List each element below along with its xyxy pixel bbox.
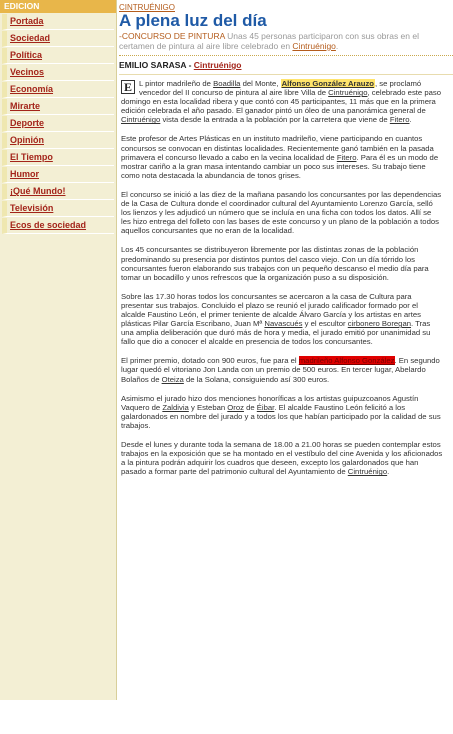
- nav-item-politica[interactable]: Política: [2, 48, 114, 64]
- byline-author: EMILIO SARASA: [119, 60, 187, 70]
- p2-text-c: a la gran masa intentando cambiar un poco sus intereses. Su trabajo tiene como nota destacada la abundancia de tonos grises.: [121, 161, 426, 180]
- p7-text-c: de: [243, 402, 257, 412]
- subtitle-text: Unas 45 personas participaron con sus obras en el certamen de pintura al aire libre celebrado en: [119, 31, 419, 51]
- p6-text-b: . En segundo lugar quedó el vitoriano Jon Landa con un premio de 500 euros. En tercer lugar, Abelardo Bolaños de: [121, 356, 440, 384]
- breadcrumb[interactable]: CINTRUÉNIGO: [119, 3, 175, 12]
- divider: [119, 55, 453, 56]
- byline-city-link[interactable]: Cintruénigo: [193, 60, 242, 70]
- nav-item-humor[interactable]: Humor: [2, 167, 114, 183]
- nav-item-que-mundo[interactable]: ¡Qué Mundo!: [2, 184, 114, 200]
- p5-text-b: y el escultor: [302, 319, 348, 329]
- p1-text-a: L pintor madrileño de: [139, 79, 214, 88]
- p2-text-b: . Para él es un modo de mostrar: [121, 152, 439, 171]
- p1-text-b: del Monte,: [240, 79, 281, 88]
- paragraph-3: El concurso se inició a las diez de la mañana pasando los concursantes por las dependencias de la Casa de Cultura donde el coordinador cultural del Ayuntamiento Lorenzo García, selló los lienzos y les adjudicó un número que se incluía en una ficha con todos los datos. Allí se les hizo entrega del folleto con las bases de este concurso y un plano de la población a todos aquellos concursantes que no eran de la localidad.: [121, 189, 442, 236]
- link-cintruenigo-2[interactable]: Cintruénigo: [121, 115, 161, 125]
- paragraph-4: Los 45 concursantes se distribuyeron libremente por las distintas zonas de la población predominando su presencia por distintos puntos del casco viejo. Con un día tórrido los concursantes fueron elaborando sus trabajos con un pequeño descanso el medio día para tomar un bocadillo y unos refrescos que la organización puso a su disposición.: [121, 245, 429, 282]
- paragraph-5: [121, 292, 443, 347]
- sidebar-header: EDICION: [0, 0, 116, 13]
- article-body: [119, 74, 453, 734]
- paragraph-8: [121, 440, 443, 476]
- p7-text-b: y Esteban: [188, 402, 228, 412]
- nav-item-vecinos[interactable]: Vecinos: [2, 65, 114, 81]
- nav-item-sociedad[interactable]: Sociedad: [2, 31, 114, 47]
- highlight-winner-name[interactable]: Alfonso González Arauzo: [281, 79, 375, 88]
- paragraph-7: [121, 394, 443, 430]
- nav-item-ecos-de-sociedad[interactable]: Ecos de sociedad: [2, 218, 114, 234]
- subtitle-tag: -CONCURSO DE PINTURA: [119, 31, 225, 41]
- nav-item-opinion[interactable]: Opinión: [2, 133, 114, 149]
- link-eibar[interactable]: Éibar: [256, 402, 275, 412]
- article-title: A plena luz del día: [119, 11, 267, 30]
- p6-text-a: El primer premio, dotado con 900 euros, fue para el: [121, 356, 299, 366]
- p1-text-e: vista desde la entrada a la población por la carretera que viene de: [160, 115, 390, 125]
- p2-carino: cariño: [149, 161, 171, 171]
- p7-text-d: . El alcalde Faustino León felicitó a los galardonados en nombre del jurado y a todos los que habían participado por la calidad de sus trabajos.: [121, 402, 441, 430]
- p8-text-a: Desde el lunes y durante toda la semana de 18.00 a 21.00 horas se pueden contemplar estos trabajos en la exposición que se ha montado en el vestíbulo del cine Avenida y los aficionados a la pintura podrán adquirir los cuadros que deseen, excepto los galardonados que han pasado a formar parte del patrimonio cultural del Ayuntamiento de: [121, 440, 443, 477]
- p8-text-b: .: [387, 467, 390, 477]
- link-boadilla[interactable]: Boadilla: [213, 79, 241, 88]
- paragraph-6: [121, 356, 443, 383]
- nav-item-portada[interactable]: Portada: [2, 14, 114, 30]
- subtitle-link[interactable]: Cintruénigo: [292, 41, 336, 51]
- link-navascues[interactable]: Navascués: [264, 319, 303, 329]
- link-cintruenigo[interactable]: Cintruénigo: [328, 88, 368, 98]
- link-cintruenigo-3[interactable]: Cintruénigo: [347, 467, 388, 477]
- p1-text-d: , celebrado este paso domingo en esta localidad ribera y que contó con 45 participantes, 11 más que en la primera edición celebrada el año pasado. El ganador pintó un óleo de una panorámica general de: [121, 88, 442, 116]
- paragraph-1: [121, 79, 443, 124]
- subtitle-end: .: [335, 41, 339, 51]
- paragraph-2: [121, 134, 443, 179]
- link-fitero[interactable]: Fitero: [389, 115, 410, 125]
- byline-separator: -: [186, 60, 194, 70]
- p1-text-f: .: [409, 115, 412, 125]
- p2-text-a: Este profesor de Artes Plásticas en un instituto madrileño, viene participando en cuantos concursos se convocan en distintas localidades. Recientemente ganó también en la pasada primavera el concurso llevado a cabo en la vecina localidad de: [121, 134, 434, 162]
- article-area: [117, 0, 453, 700]
- article-subtitle: [119, 31, 453, 51]
- link-fitero-2[interactable]: Fitero: [336, 152, 357, 162]
- link-zaldivia[interactable]: Zaldivia: [162, 402, 189, 412]
- p6-text-c: de la Solana, consiguiendo así 300 euros.: [183, 374, 330, 384]
- nav-item-el-tiempo[interactable]: El Tiempo: [2, 150, 114, 166]
- link-cirbonero-boregan[interactable]: cirbonero Boregan: [347, 319, 411, 329]
- nav-item-mirarte[interactable]: Mirarte: [2, 99, 114, 115]
- p5-text-c: . Tras una amplia deliberación que duró más de hora y media, el jurado emitió por unanimidad su fallo que dio a conocer el alcalde en presencia de todos los concursantes.: [121, 319, 431, 347]
- link-oroz[interactable]: Oroz: [227, 402, 244, 412]
- nav-item-deporte[interactable]: Deporte: [2, 116, 114, 132]
- section-sidebar: [0, 0, 117, 700]
- p7-text-a: Asimismo el jurado hizo dos menciones honoríficas a los artistas guipuzcoanos Agustín Vaquero de: [121, 393, 419, 412]
- p5-text-a: Sobre las 17.30 horas todos los concursantes se acercaron a la casa de Cultura para presentar sus trabajos. Concluido el plazo se reunió el jurado calificador formado por el alcalde Faustino León, el primer teniente de alcalde Álvaro García y los artistas en artes plásticas Pilar García Escribano, Juan Mª: [121, 291, 421, 329]
- highlight-red-winner[interactable]: madrileño Alfonso González: [298, 356, 395, 366]
- nav-item-economia[interactable]: Economía: [2, 82, 114, 98]
- link-oteiza[interactable]: Oteiza: [161, 374, 184, 384]
- dropcap: E: [121, 80, 135, 94]
- p1-text-c: , se proclamó vencedor del II concurso de pintura al aire libre Villa de: [139, 79, 422, 98]
- byline: [119, 60, 453, 70]
- nav-item-television[interactable]: Televisión: [2, 201, 114, 217]
